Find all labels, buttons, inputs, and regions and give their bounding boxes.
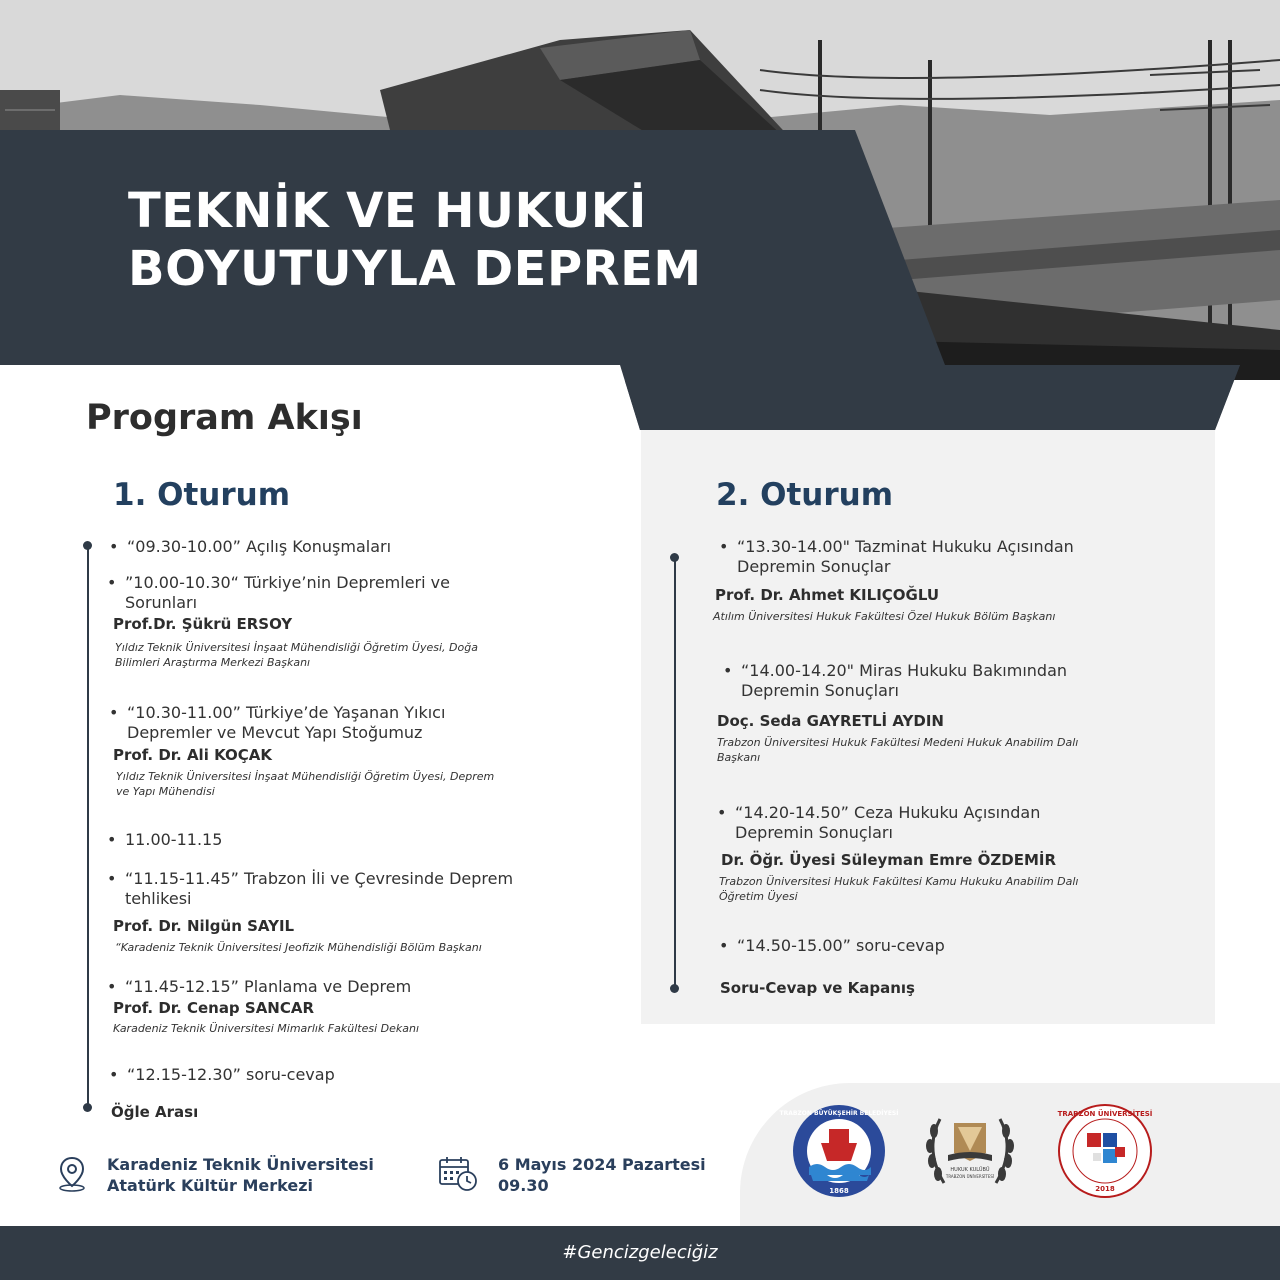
session-1-item-3-text: “10.30-11.00” Türkiye’de Yaşanan Yıkıcı Depremler ve Mevcut Yapı Stoğumuz (127, 703, 446, 742)
hukuk-kulubu-text-1: HUKUK KULÜBÜ (950, 1167, 990, 1173)
session-2-timeline-end-dot (670, 984, 679, 993)
bullet-icon: • (723, 661, 733, 680)
session-1-item-2-speaker: Prof.Dr. Şükrü ERSOY (113, 615, 293, 633)
bullet-icon: • (107, 573, 117, 592)
trabzon-bb-year: 1868 (829, 1187, 849, 1195)
bullet-icon: • (109, 537, 119, 556)
session-1-item-3-speaker: Prof. Dr. Ali KOÇAK (113, 746, 273, 764)
event-title (128, 182, 702, 298)
hukuk-kulubu-text-2: TRABZON ÜNİVERSİTESİ (945, 1174, 995, 1179)
venue-line-1: Karadeniz Teknik Üniversitesi (107, 1155, 374, 1174)
trabzon-uni-logo (1057, 1103, 1153, 1199)
session-2-item-1-speaker: Prof. Dr. Ahmet KILIÇOĞLU (715, 586, 940, 604)
footer-bar (0, 1226, 1280, 1280)
session-1-timeline (87, 545, 89, 1107)
session-1-title: 1. Oturum (113, 477, 291, 513)
trabzon-uni-ring-text: TRABZON ÜNİVERSİTESİ (1057, 1110, 1153, 1118)
bullet-icon: • (109, 1065, 119, 1084)
event-title-line-2: BOYUTUYLA DEPREM (128, 241, 702, 297)
bullet-icon: • (719, 537, 729, 556)
session-1-item-6-speaker: Prof. Dr. Cenap SANCAR (113, 999, 315, 1017)
session-2-item-4 (719, 936, 997, 956)
bullet-icon: • (719, 936, 729, 955)
session-1-item-6-text: “11.45-12.15” Planlama ve Deprem (125, 977, 412, 996)
calendar-clock-icon (438, 1156, 478, 1192)
session-2-item-2 (723, 661, 1071, 701)
session-1-item-3 (109, 703, 457, 743)
session-2-item-3 (717, 803, 1055, 843)
session-1-item-5-text: “11.15-11.45” Trabzon İli ve Çevresinde Deprem tehlikesi (125, 869, 514, 908)
session-1-item-1 (109, 537, 547, 557)
session-1-timeline-end-dot (83, 1103, 92, 1112)
trabzon-bb-logo (779, 1103, 899, 1199)
session-2-timeline-start-dot (670, 553, 679, 562)
program-heading: Program Akışı (86, 398, 363, 438)
date-line-2: 09.30 (498, 1176, 549, 1195)
session-2-panel-tab (620, 365, 1240, 431)
session-1-closing: Öğle Arası (111, 1103, 199, 1121)
session-2-panel (641, 378, 1215, 1024)
session-1-item-6-affiliation: Karadeniz Teknik Üniversitesi Mimarlık Fakültesi Dekanı (113, 1022, 420, 1035)
bullet-icon: • (107, 869, 117, 888)
session-2-item-2-speaker: Doç. Seda GAYRETLİ AYDIN (717, 712, 944, 730)
session-1-item-2-text: ”10.00-10.30“ Türkiye’nin Depremleri ve Sorunları (125, 573, 450, 612)
session-2-item-3-text: “14.20-14.50” Ceza Hukuku Açısından Depremin Sonuçları (735, 803, 1041, 842)
bullet-icon: • (717, 803, 727, 822)
session-1-item-4-text: 11.00-11.15 (125, 830, 223, 849)
session-1-item-7-text: “12.15-12.30” soru-cevap (127, 1065, 335, 1084)
session-2-title: 2. Oturum (716, 477, 894, 513)
session-2-item-1 (719, 537, 1107, 577)
hukuk-kulubu-logo (918, 1101, 1022, 1201)
session-2-item-3-speaker: Dr. Öğr. Üyesi Süleyman Emre ÖZDEMİR (721, 851, 1057, 869)
venue-line-2: Atatürk Kültür Merkezi (107, 1176, 313, 1195)
session-2-timeline (674, 557, 676, 989)
date-line-1: 6 Mayıs 2024 Pazartesi (498, 1155, 706, 1174)
trabzon-uni-year: 2018 (1095, 1185, 1115, 1193)
session-2-item-2-affiliation: Trabzon Üniversitesi Hukuk Fakültesi Medeni Hukuk Anabilim Dalı Başkanı (717, 736, 1079, 764)
event-title-line-1: TEKNİK VE HUKUKİ (128, 183, 647, 239)
session-1-item-2 (107, 573, 475, 613)
session-1-item-3-affiliation: Yıldız Teknik Üniversitesi İnşaat Mühendisliği Öğretim Üyesi, Deprem ve Yapı Mühendisi (116, 770, 495, 798)
bullet-icon: • (109, 703, 119, 722)
footer-hashtag: #Gencizgeleciğiz (562, 1242, 718, 1263)
session-2-item-1-text: “13.30-14.00" Tazminat Hukuku Açısından Depremin Sonuçlar (737, 537, 1074, 576)
venue-info (107, 1154, 374, 1196)
session-1-timeline-start-dot (83, 541, 92, 550)
session-2-item-4-text: “14.50-15.00” soru-cevap (737, 936, 945, 955)
session-2-closing: Soru-Cevap ve Kapanış (720, 979, 915, 997)
date-info (498, 1154, 706, 1196)
session-1-item-1-text: “09.30-10.00” Açılış Konuşmaları (127, 537, 392, 556)
bullet-icon: • (107, 830, 117, 849)
session-2-item-2-text: “14.00-14.20" Miras Hukuku Bakımından Depremin Sonuçları (741, 661, 1068, 700)
session-1-item-4 (107, 830, 325, 850)
session-1-item-2-affiliation: Yıldız Teknik Üniversitesi İnşaat Mühendisliği Öğretim Üyesi, Doğa Bilimleri Araştırma Merkezi Başkanı (115, 641, 478, 669)
session-1-item-5-affiliation: “Karadeniz Teknik Üniversitesi Jeofizik Mühendisliği Bölüm Başkanı (115, 941, 482, 954)
location-pin-icon (56, 1155, 88, 1193)
trabzon-bb-ring-text: TRABZON BÜYÜKŞEHİR BELEDİYESİ (779, 1110, 899, 1117)
session-1-item-7 (109, 1065, 387, 1085)
session-2-item-1-affiliation: Atılım Üniversitesi Hukuk Fakültesi Özel Hukuk Bölüm Başkanı (713, 610, 1056, 623)
session-1-item-5 (107, 869, 515, 909)
session-1-item-6 (107, 977, 455, 997)
session-1-item-5-speaker: Prof. Dr. Nilgün SAYIL (113, 917, 295, 935)
bullet-icon: • (107, 977, 117, 996)
session-2-item-3-affiliation: Trabzon Üniversitesi Hukuk Fakültesi Kamu Hukuku Anabilim Dalı Öğretim Üyesi (719, 875, 1079, 903)
